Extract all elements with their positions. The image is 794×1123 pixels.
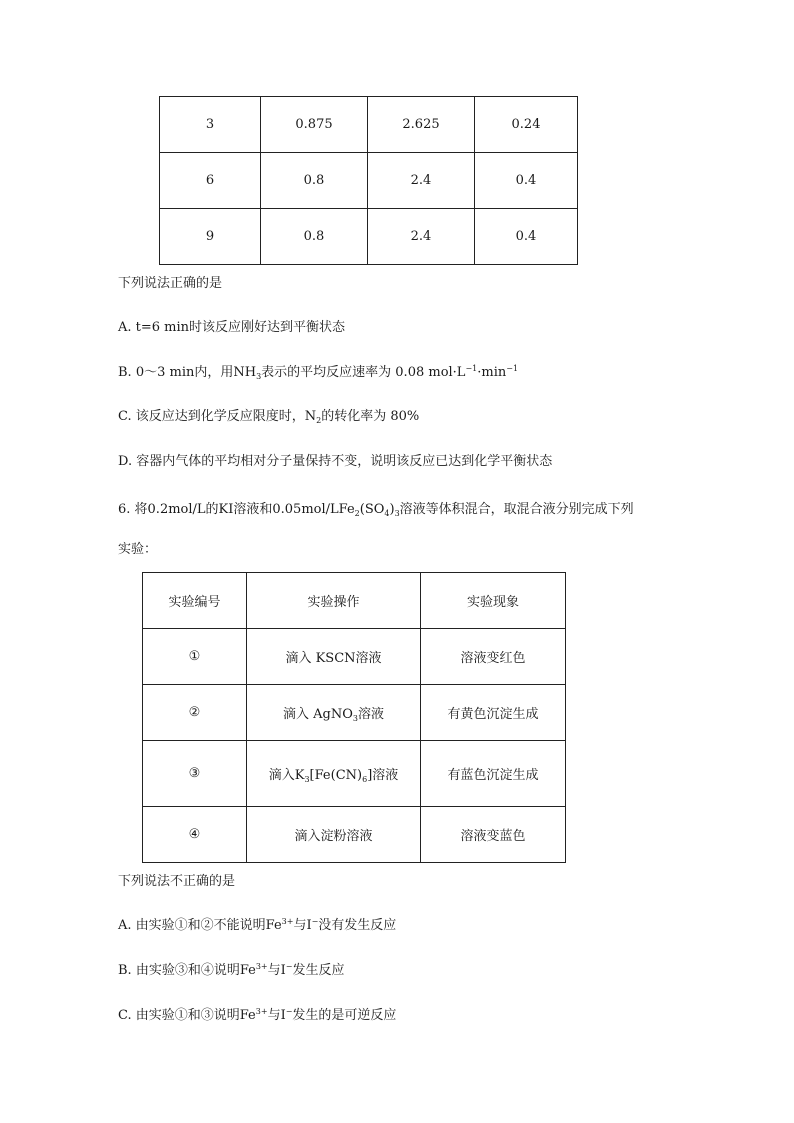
operation-text: 溶液 — [357, 706, 384, 722]
experiment-operation: 滴入 KSCN溶液 — [247, 629, 421, 685]
option-a: A. t=6 min时该反应刚好达到平衡状态 — [118, 320, 346, 335]
option-text: 与I — [267, 963, 286, 978]
experiment-result: 溶液变蓝色 — [421, 807, 566, 863]
experiment-result: 有黄色沉淀生成 — [421, 685, 566, 741]
table-cell: 9 — [160, 209, 261, 265]
table-cell: 0.4 — [475, 153, 578, 209]
option-c — [118, 405, 419, 425]
experiment-result: 溶液变红色 — [421, 629, 566, 685]
option-text: ·min — [477, 365, 507, 380]
data-table — [159, 96, 578, 265]
table-row — [143, 741, 566, 807]
table-cell: 0.875 — [261, 97, 368, 153]
table-row — [160, 153, 578, 209]
superscript: 3+ — [281, 917, 294, 926]
superscript: − — [311, 917, 319, 926]
superscript: −1 — [506, 364, 519, 373]
experiment-id: ④ — [143, 807, 247, 863]
superscript: − — [285, 962, 293, 971]
experiment-table — [142, 572, 566, 863]
option-d: D. 容器内气体的平均相对分子量保持不变，说明该反应已达到化学平衡状态 — [118, 454, 553, 469]
stem-text: 溶液等体积混合，取混合液分别完成下列 — [399, 502, 634, 517]
table-header: 实验编号 — [143, 573, 247, 629]
experiment-operation — [247, 685, 421, 741]
experiment-id: ② — [143, 685, 247, 741]
question-stem — [118, 498, 634, 518]
subscript: 3 — [352, 713, 358, 723]
stem-text: ) — [389, 502, 395, 517]
table-cell: 6 — [160, 153, 261, 209]
operation-text: 滴入 AgNO — [283, 706, 353, 722]
table-header: 实验操作 — [247, 573, 421, 629]
question-stem-line2: 实验： — [118, 542, 158, 557]
subscript: 3 — [394, 509, 400, 518]
superscript: 3+ — [255, 962, 268, 971]
subscript: 2 — [316, 416, 322, 425]
table-row — [143, 629, 566, 685]
experiment-operation: 滴入淀粉溶液 — [247, 807, 421, 863]
table-row — [143, 685, 566, 741]
table-cell: 0.8 — [261, 209, 368, 265]
question-prompt: 下列说法不正确的是 — [118, 874, 236, 889]
subscript: 6 — [362, 774, 368, 784]
table-cell: 2.4 — [368, 153, 475, 209]
option-text: C. 由实验①和③说明Fe — [118, 1008, 256, 1023]
superscript: − — [285, 1007, 293, 1016]
option-text: 发生的是可逆反应 — [292, 1008, 397, 1023]
option-text: 表示的平均反应速率为 0.08 mol·L — [261, 365, 466, 380]
question-prompt: 下列说法正确的是 — [118, 276, 223, 291]
option-text: C. 该反应达到化学反应限度时，N — [118, 409, 317, 424]
experiment-id: ③ — [143, 741, 247, 807]
option-text: B. 由实验③和④说明Fe — [118, 963, 256, 978]
table-header-row — [143, 573, 566, 629]
option-text: A. 由实验①和②不能说明Fe — [118, 918, 282, 933]
table-row — [160, 97, 578, 153]
table-cell: 0.4 — [475, 209, 578, 265]
table-row — [143, 807, 566, 863]
superscript: −1 — [465, 364, 478, 373]
superscript: 3+ — [255, 1007, 268, 1016]
operation-text: 滴入K — [268, 767, 305, 783]
subscript: 3 — [256, 372, 262, 381]
option-text: B. 0～3 min内，用NH — [118, 365, 257, 380]
table-header: 实验现象 — [421, 573, 566, 629]
option-text: 与I — [293, 918, 312, 933]
option-b — [118, 959, 344, 978]
operation-text: ]溶液 — [367, 767, 399, 783]
subscript: 4 — [384, 509, 390, 518]
option-c — [118, 1004, 396, 1023]
experiment-result: 有蓝色沉淀生成 — [421, 741, 566, 807]
stem-text: 6. 将0.2mol/L的KI溶液和0.05mol/LFe — [118, 502, 355, 517]
option-a — [118, 914, 396, 933]
table-cell: 3 — [160, 97, 261, 153]
table-cell: 2.4 — [368, 209, 475, 265]
table-row — [160, 209, 578, 265]
operation-text: [Fe(CN) — [309, 767, 363, 783]
option-text: 没有发生反应 — [318, 918, 397, 933]
option-text: 的转化率为 80% — [321, 409, 420, 424]
experiment-id: ① — [143, 629, 247, 685]
table-cell: 2.625 — [368, 97, 475, 153]
option-b — [118, 361, 518, 381]
subscript: 3 — [304, 774, 310, 784]
option-text: 发生反应 — [292, 963, 345, 978]
stem-text: (SO — [359, 502, 385, 517]
table-cell: 0.24 — [475, 97, 578, 153]
table-cell: 0.8 — [261, 153, 368, 209]
experiment-operation — [247, 741, 421, 807]
subscript: 2 — [354, 509, 360, 518]
option-text: 与I — [267, 1008, 286, 1023]
